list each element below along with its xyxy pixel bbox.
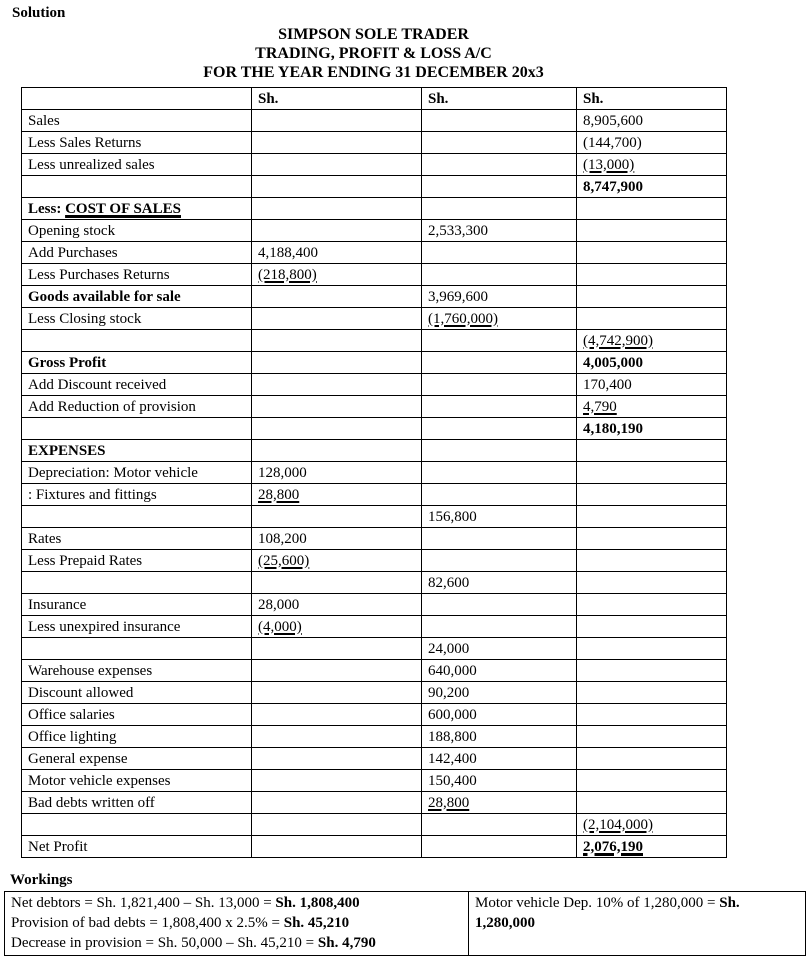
statement-amount-cell <box>422 242 577 264</box>
workings-line <box>11 913 460 933</box>
cell-text: 4,790 <box>583 398 617 415</box>
statement-amount-cell <box>252 220 422 242</box>
statement-amount-cell <box>577 704 727 726</box>
statement-row <box>22 594 727 616</box>
statement-row-label <box>22 792 252 814</box>
statement-amount-cell <box>422 264 577 286</box>
statement-row-label <box>22 396 252 418</box>
statement-amount-cell <box>422 836 577 858</box>
statement-amount-cell <box>252 154 422 176</box>
statement-amount-cell <box>577 440 727 462</box>
statement-amount-cell <box>252 814 422 836</box>
statement-amount-cell <box>422 440 577 462</box>
statement-amount-cell <box>252 462 422 484</box>
statement-row <box>22 682 727 704</box>
statement-amount-cell <box>422 792 577 814</box>
statement-row-label <box>22 352 252 374</box>
statement-amount-cell <box>252 132 422 154</box>
cell-text: 90,200 <box>428 684 470 701</box>
statement-amount-cell <box>577 352 727 374</box>
statement-amount-cell <box>577 616 727 638</box>
statement-amount-cell <box>252 242 422 264</box>
cell-text: Office lighting <box>28 728 117 745</box>
statement-row <box>22 154 727 176</box>
cell-text: Gross Profit <box>28 354 107 371</box>
statement-amount-cell <box>422 176 577 198</box>
statement-row-label <box>22 440 252 462</box>
document-title-block <box>21 25 726 82</box>
workings-line-result: Sh. 1,808,400 <box>275 895 360 911</box>
statement-row <box>22 396 727 418</box>
statement-row-label <box>22 154 252 176</box>
statement-row <box>22 792 727 814</box>
statement-amount-cell <box>577 792 727 814</box>
cell-text: Sales <box>28 112 60 129</box>
statement-amount-cell <box>252 726 422 748</box>
statement-amount-cell <box>577 814 727 836</box>
cell-text: (2,104,000) <box>583 816 653 833</box>
cell-text: 2,533,300 <box>428 222 488 239</box>
statement-amount-cell <box>577 462 727 484</box>
cell-text: Opening stock <box>28 222 116 239</box>
statement-amount-cell <box>577 132 727 154</box>
cell-text: 150,400 <box>428 772 477 789</box>
statement-amount-cell <box>422 462 577 484</box>
statement-amount-cell <box>577 660 727 682</box>
statement-amount-cell <box>577 396 727 418</box>
statement-amount-cell <box>252 704 422 726</box>
statement-row-label <box>22 330 252 352</box>
cell-text: (144,700) <box>583 134 642 151</box>
statement-amount-cell <box>252 440 422 462</box>
cell-text: Warehouse expenses <box>28 662 153 679</box>
statement-amount-cell <box>422 484 577 506</box>
statement-row-label <box>22 220 252 242</box>
cell-text: Add Purchases <box>28 244 118 261</box>
cell-text: Add Discount received <box>28 376 167 393</box>
statement-row <box>22 616 727 638</box>
workings-line <box>11 933 460 953</box>
statement-row-label <box>22 550 252 572</box>
statement-header-row <box>22 88 727 110</box>
statement-amount-cell <box>252 506 422 528</box>
statement-amount-cell <box>422 638 577 660</box>
statement-amount-cell <box>577 418 727 440</box>
statement-row <box>22 374 727 396</box>
cell-text: 24,000 <box>428 640 470 657</box>
statement-amount-cell <box>422 352 577 374</box>
statement-amount-cell <box>422 132 577 154</box>
statement-amount-cell <box>422 154 577 176</box>
statement-amount-cell <box>422 572 577 594</box>
column-header-sh-3: Sh. <box>577 88 727 110</box>
statement-row <box>22 836 727 858</box>
statement-row-label <box>22 726 252 748</box>
statement-row-label <box>22 264 252 286</box>
statement-amount-cell <box>577 726 727 748</box>
cell-text: 640,000 <box>428 662 477 679</box>
cell-text: 128,000 <box>258 464 307 481</box>
statement-amount-cell <box>577 198 727 220</box>
cell-text: Goods available for sale <box>28 288 181 305</box>
cell-text: Insurance <box>28 596 87 613</box>
statement-amount-cell <box>422 198 577 220</box>
statement-row <box>22 814 727 836</box>
title-statement-name: TRADING, PROFIT & LOSS A/C <box>255 45 492 62</box>
statement-row-label <box>22 242 252 264</box>
statement-row-label <box>22 308 252 330</box>
statement-amount-cell <box>252 264 422 286</box>
statement-amount-cell <box>577 682 727 704</box>
workings-line-text: Provision of bad debts = 1,808,400 x 2.5% = <box>11 915 284 931</box>
statement-amount-cell <box>577 308 727 330</box>
statement-amount-cell <box>577 286 727 308</box>
cell-text: 188,800 <box>428 728 477 745</box>
statement-row <box>22 220 727 242</box>
workings-line-text: Net debtors = Sh. 1,821,400 – Sh. 13,000 = <box>11 895 276 911</box>
statement-row-label <box>22 286 252 308</box>
statement-amount-cell <box>252 550 422 572</box>
statement-amount-cell <box>252 330 422 352</box>
statement-row <box>22 176 727 198</box>
workings-line-text: Decrease in provision = Sh. 50,000 – Sh. 45,210 = <box>11 935 318 951</box>
cell-text: 4,005,000 <box>583 354 643 371</box>
statement-row <box>22 440 727 462</box>
statement-amount-cell <box>252 198 422 220</box>
statement-row-label <box>22 110 252 132</box>
statement-row-label <box>22 572 252 594</box>
statement-amount-cell <box>577 770 727 792</box>
statement-row-label <box>22 682 252 704</box>
statement-table <box>21 87 727 858</box>
statement-amount-cell <box>252 286 422 308</box>
statement-amount-cell <box>422 110 577 132</box>
statement-amount-cell <box>422 330 577 352</box>
statement-amount-cell <box>577 330 727 352</box>
statement-amount-cell <box>577 374 727 396</box>
statement-row <box>22 330 727 352</box>
statement-amount-cell <box>422 748 577 770</box>
cell-text: (25,600) <box>258 552 310 569</box>
statement-row-label <box>22 704 252 726</box>
cell-text: Bad debts written off <box>28 794 155 811</box>
column-header-blank <box>22 88 252 110</box>
cell-text: (4,000) <box>258 618 302 635</box>
statement-amount-cell <box>252 594 422 616</box>
cell-text: Less unexpired insurance <box>28 618 181 635</box>
statement-amount-cell <box>422 528 577 550</box>
statement-amount-cell <box>252 374 422 396</box>
workings-line <box>11 893 460 913</box>
cell-text: 8,747,900 <box>583 178 643 195</box>
statement-amount-cell <box>577 264 727 286</box>
cell-text: (1,760,000) <box>428 310 498 327</box>
statement-amount-cell <box>422 594 577 616</box>
statement-amount-cell <box>422 308 577 330</box>
cell-text: 8,905,600 <box>583 112 643 129</box>
statement-row-label <box>22 660 252 682</box>
statement-row <box>22 132 727 154</box>
cell-text-prefix: Less: <box>28 200 66 217</box>
statement-amount-cell <box>422 418 577 440</box>
column-header-sh-2: Sh. <box>422 88 577 110</box>
cell-text: 4,180,190 <box>583 420 643 437</box>
statement-amount-cell <box>422 814 577 836</box>
statement-row-label <box>22 176 252 198</box>
cell-text: Less Sales Returns <box>28 134 142 151</box>
workings-line-result: Sh. 45,210 <box>283 915 350 931</box>
statement-row <box>22 198 727 220</box>
statement-amount-cell <box>252 396 422 418</box>
statement-row <box>22 748 727 770</box>
statement-amount-cell <box>252 748 422 770</box>
workings-right-result: Sh. 1,280,000 <box>475 895 740 931</box>
cell-text: 3,969,600 <box>428 288 488 305</box>
statement-amount-cell <box>577 572 727 594</box>
cell-text: 2,076,190 <box>583 838 643 855</box>
title-period: FOR THE YEAR ENDING 31 DECEMBER 20x3 <box>203 64 544 81</box>
statement-amount-cell <box>252 682 422 704</box>
statement-amount-cell <box>252 110 422 132</box>
cell-text: Motor vehicle expenses <box>28 772 171 789</box>
cell-text: Add Reduction of provision <box>28 398 196 415</box>
statement-row-label <box>22 836 252 858</box>
document-page <box>0 5 809 961</box>
statement-amount-cell <box>422 550 577 572</box>
statement-amount-cell <box>577 484 727 506</box>
statement-row <box>22 638 727 660</box>
statement-body <box>22 110 727 858</box>
statement-amount-cell <box>577 528 727 550</box>
cell-text: Less Purchases Returns <box>28 266 170 283</box>
statement-row-label <box>22 484 252 506</box>
cell-text: 156,800 <box>428 508 477 525</box>
cell-text: Less Prepaid Rates <box>28 552 143 569</box>
statement-amount-cell <box>422 770 577 792</box>
statement-amount-cell <box>422 682 577 704</box>
statement-row-label <box>22 594 252 616</box>
statement-amount-cell <box>422 220 577 242</box>
statement-amount-cell <box>577 638 727 660</box>
statement-amount-cell <box>577 176 727 198</box>
statement-row-label <box>22 638 252 660</box>
cell-text: 28,800 <box>258 486 300 503</box>
statement-row <box>22 110 727 132</box>
cell-text: 28,000 <box>258 596 300 613</box>
cell-text: (218,800) <box>258 266 317 283</box>
cell-text: 108,200 <box>258 530 307 547</box>
cell-text: 600,000 <box>428 706 477 723</box>
statement-amount-cell <box>577 110 727 132</box>
statement-header <box>22 88 727 110</box>
statement-row <box>22 660 727 682</box>
workings-right-cell <box>469 892 806 956</box>
cell-text: COST OF SALES <box>65 200 181 217</box>
statement-amount-cell <box>252 638 422 660</box>
statement-amount-cell <box>422 396 577 418</box>
cell-text: : Fixtures and fittings <box>28 486 157 503</box>
statement-amount-cell <box>252 616 422 638</box>
workings-table <box>4 891 806 956</box>
cell-text: 142,400 <box>428 750 477 767</box>
statement-row <box>22 726 727 748</box>
statement-row-label <box>22 616 252 638</box>
statement-row <box>22 242 727 264</box>
statement-row <box>22 286 727 308</box>
statement-amount-cell <box>577 242 727 264</box>
cell-text: Less Closing stock <box>28 310 142 327</box>
cell-text: 82,600 <box>428 574 470 591</box>
statement-row-label <box>22 198 252 220</box>
statement-row <box>22 506 727 528</box>
cell-text: General expense <box>28 750 128 767</box>
statement-row-label <box>22 770 252 792</box>
cell-text: Discount allowed <box>28 684 134 701</box>
statement-amount-cell <box>252 792 422 814</box>
cell-text: EXPENSES <box>28 442 106 459</box>
cell-text: (13,000) <box>583 156 635 173</box>
statement-amount-cell <box>422 616 577 638</box>
statement-amount-cell <box>252 660 422 682</box>
statement-row <box>22 484 727 506</box>
statement-row <box>22 550 727 572</box>
statement-amount-cell <box>422 506 577 528</box>
statement-row <box>22 572 727 594</box>
cell-text: Net Profit <box>28 838 88 855</box>
solution-label: Solution <box>12 5 66 21</box>
statement-amount-cell <box>577 594 727 616</box>
statement-amount-cell <box>252 836 422 858</box>
workings-row <box>5 892 806 956</box>
cell-text: 170,400 <box>583 376 632 393</box>
statement-row-label <box>22 374 252 396</box>
cell-text: 28,800 <box>428 794 470 811</box>
statement-amount-cell <box>252 176 422 198</box>
statement-amount-cell <box>422 704 577 726</box>
statement-row <box>22 308 727 330</box>
statement-row-label <box>22 462 252 484</box>
statement-amount-cell <box>577 220 727 242</box>
statement-amount-cell <box>252 308 422 330</box>
cell-text: Depreciation: Motor vehicle <box>28 464 198 481</box>
statement-amount-cell <box>422 286 577 308</box>
statement-row <box>22 462 727 484</box>
statement-amount-cell <box>252 418 422 440</box>
statement-amount-cell <box>577 154 727 176</box>
statement-amount-cell <box>252 528 422 550</box>
title-company-name: SIMPSON SOLE TRADER <box>278 26 469 43</box>
workings-left-cell <box>5 892 469 956</box>
statement-row <box>22 264 727 286</box>
statement-amount-cell <box>252 484 422 506</box>
statement-row-label <box>22 528 252 550</box>
statement-row-label <box>22 748 252 770</box>
statement-amount-cell <box>252 352 422 374</box>
workings-right-text: Motor vehicle Dep. 10% of 1,280,000 = <box>475 895 720 911</box>
workings-line-result: Sh. 4,790 <box>317 935 376 951</box>
cell-text: 4,188,400 <box>258 244 318 261</box>
statement-row-label <box>22 132 252 154</box>
cell-text: Less unrealized sales <box>28 156 155 173</box>
cell-text: Office salaries <box>28 706 115 723</box>
statement-amount-cell <box>577 550 727 572</box>
statement-row <box>22 352 727 374</box>
cell-text: Rates <box>28 530 62 547</box>
statement-row <box>22 418 727 440</box>
statement-amount-cell <box>252 572 422 594</box>
statement-row <box>22 704 727 726</box>
statement-row-label <box>22 418 252 440</box>
statement-amount-cell <box>422 374 577 396</box>
statement-amount-cell <box>577 748 727 770</box>
column-header-sh-1: Sh. <box>252 88 422 110</box>
cell-text: (4,742,900) <box>583 332 653 349</box>
statement-row-label <box>22 506 252 528</box>
workings-heading: Workings <box>10 872 73 888</box>
statement-amount-cell <box>252 770 422 792</box>
statement-amount-cell <box>577 506 727 528</box>
statement-amount-cell <box>422 660 577 682</box>
statement-row <box>22 528 727 550</box>
statement-amount-cell <box>577 836 727 858</box>
statement-row-label <box>22 814 252 836</box>
statement-amount-cell <box>422 726 577 748</box>
statement-row <box>22 770 727 792</box>
